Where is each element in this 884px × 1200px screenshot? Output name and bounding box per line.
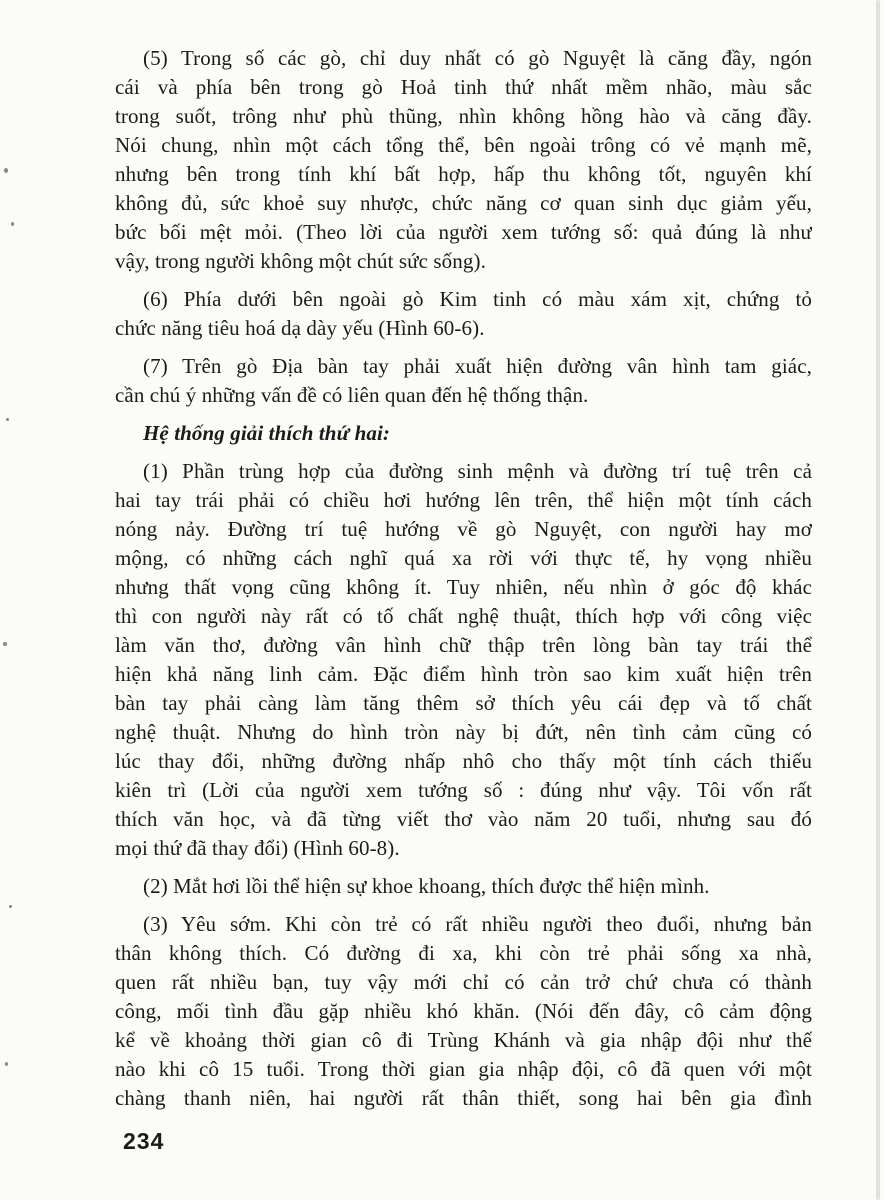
text-line: (7) Trên gò Địa bàn tay phải xuất hiện đường vân hình tam giác, [143,354,812,378]
paragraph-1 [115,457,812,863]
text-line: hiện khả năng linh cảm. Đặc điểm hình tròn sao kim xuất hiện trên [115,662,812,686]
text-line: nhưng bên trong tính khí bất hợp, hấp thu không tốt, nguyên khí [115,162,812,186]
paragraph-6 [115,285,812,343]
text-line: hai tay trái phải có chiều hơi hướng lên trên, thể hiện một tính cách [115,488,812,512]
paragraph-7 [115,352,812,410]
text-line: không đủ, sức khoẻ suy nhược, chức năng cơ quan sinh dục giảm yếu, [115,191,812,215]
scan-edge-shadow [876,0,880,1200]
text-line: mộng, có những cách nghĩ quá xa rời với thực tế, hy vọng nhiều [115,546,812,570]
text-line: kiên trì (Lời của người xem tướng số : đúng như vậy. Tôi vốn rất [115,778,812,802]
text-line: chức năng tiêu hoá dạ dày yếu (Hình 60-6). [115,316,485,340]
text-block [115,44,812,1113]
text-line: cái và phía bên trong gò Hoả tinh thứ nhất mềm nhão, màu sắc [115,75,812,99]
scan-speck [11,222,14,226]
text-line: (6) Phía dưới bên ngoài gò Kim tinh có màu xám xịt, chứng tỏ [143,287,812,311]
scan-speck [3,642,7,646]
text-line: (1) Phần trùng hợp của đường sinh mệnh và đường trí tuệ trên cả [143,459,812,483]
heading-second-system [115,419,812,448]
paragraph-2 [115,872,812,901]
scan-speck [6,418,9,421]
text-line: lúc thay đổi, những đường nhấp nhô cho thấy một tính cách thiếu [115,749,812,773]
text-line: nào khi cô 15 tuổi. Trong thời gian gia nhập đội, cô đã quen với một [115,1057,812,1081]
text-line: mọi thứ đã thay đổi) (Hình 60-8). [115,836,400,860]
text-line: Nói chung, nhìn một cách tổng thể, bên ngoài trông có vẻ mạnh mẽ, [115,133,812,157]
text-line: kể về khoảng thời gian cô đi Trùng Khánh và gia nhập đội như thế [115,1028,812,1052]
text-line: thân không thích. Có đường đi xa, khi còn trẻ phải sống xa nhà, [115,941,812,965]
scan-speck [9,905,12,908]
text-line: (3) Yêu sớm. Khi còn trẻ có rất nhiều người theo đuổi, nhưng bản [143,912,812,936]
text-line: bức bối mệt mỏi. (Theo lời của người xem tướng số: quả đúng là như [115,220,812,244]
text-line: bàn tay phải càng làm tăng thêm sở thích yêu cái đẹp và tố chất [115,691,812,715]
text-line: thì con người này rất có tố chất nghệ thuật, thích hợp với công việc [115,604,812,628]
text-line: trong suốt, trông như phù thũng, nhìn không hồng hào và căng đầy. [115,104,812,128]
text-line: nóng nảy. Đường trí tuệ hướng về gò Nguyệt, con người hay mơ [115,517,812,541]
text-line: nghệ thuật. Nhưng do hình tròn này bị đứt, nên tình cảm cũng có [115,720,812,744]
text-line: chàng thanh niên, hai người rất thân thiết, song hai bên gia đình [115,1086,812,1110]
paragraph-3 [115,910,812,1113]
text-line: cần chú ý những vấn đề có liên quan đến hệ thống thận. [115,383,589,407]
text-line: (5) Trong số các gò, chỉ duy nhất có gò Nguyệt là căng đầy, ngón [143,46,812,70]
text-line: Hệ thống giải thích thứ hai: [143,421,391,445]
text-line: (2) Mắt hơi lồi thể hiện sự khoe khoang, thích được thể hiện mình. [143,874,710,898]
text-line: công, mối tình đầu gặp nhiều khó khăn. (Nói đến đây, cô cảm động [115,999,812,1023]
page-number: 234 [123,1128,165,1154]
scan-speck [4,168,8,173]
text-line: thích văn học, và đã từng viết thơ vào năm 20 tuổi, nhưng sau đó [115,807,812,831]
text-line: nhưng thất vọng cũng không ít. Tuy nhiên, nếu nhìn ở góc độ khác [115,575,812,599]
text-line: quen rất nhiều bạn, tuy vậy mới chỉ có cản trở chứ chưa có thành [115,970,812,994]
text-line: vậy, trong người không một chút sức sống). [115,249,486,273]
scan-speck [5,1062,8,1066]
text-line: làm văn thơ, đường vân hình chữ thập trên lòng bàn tay trái thể [115,633,812,657]
paragraph-5 [115,44,812,276]
